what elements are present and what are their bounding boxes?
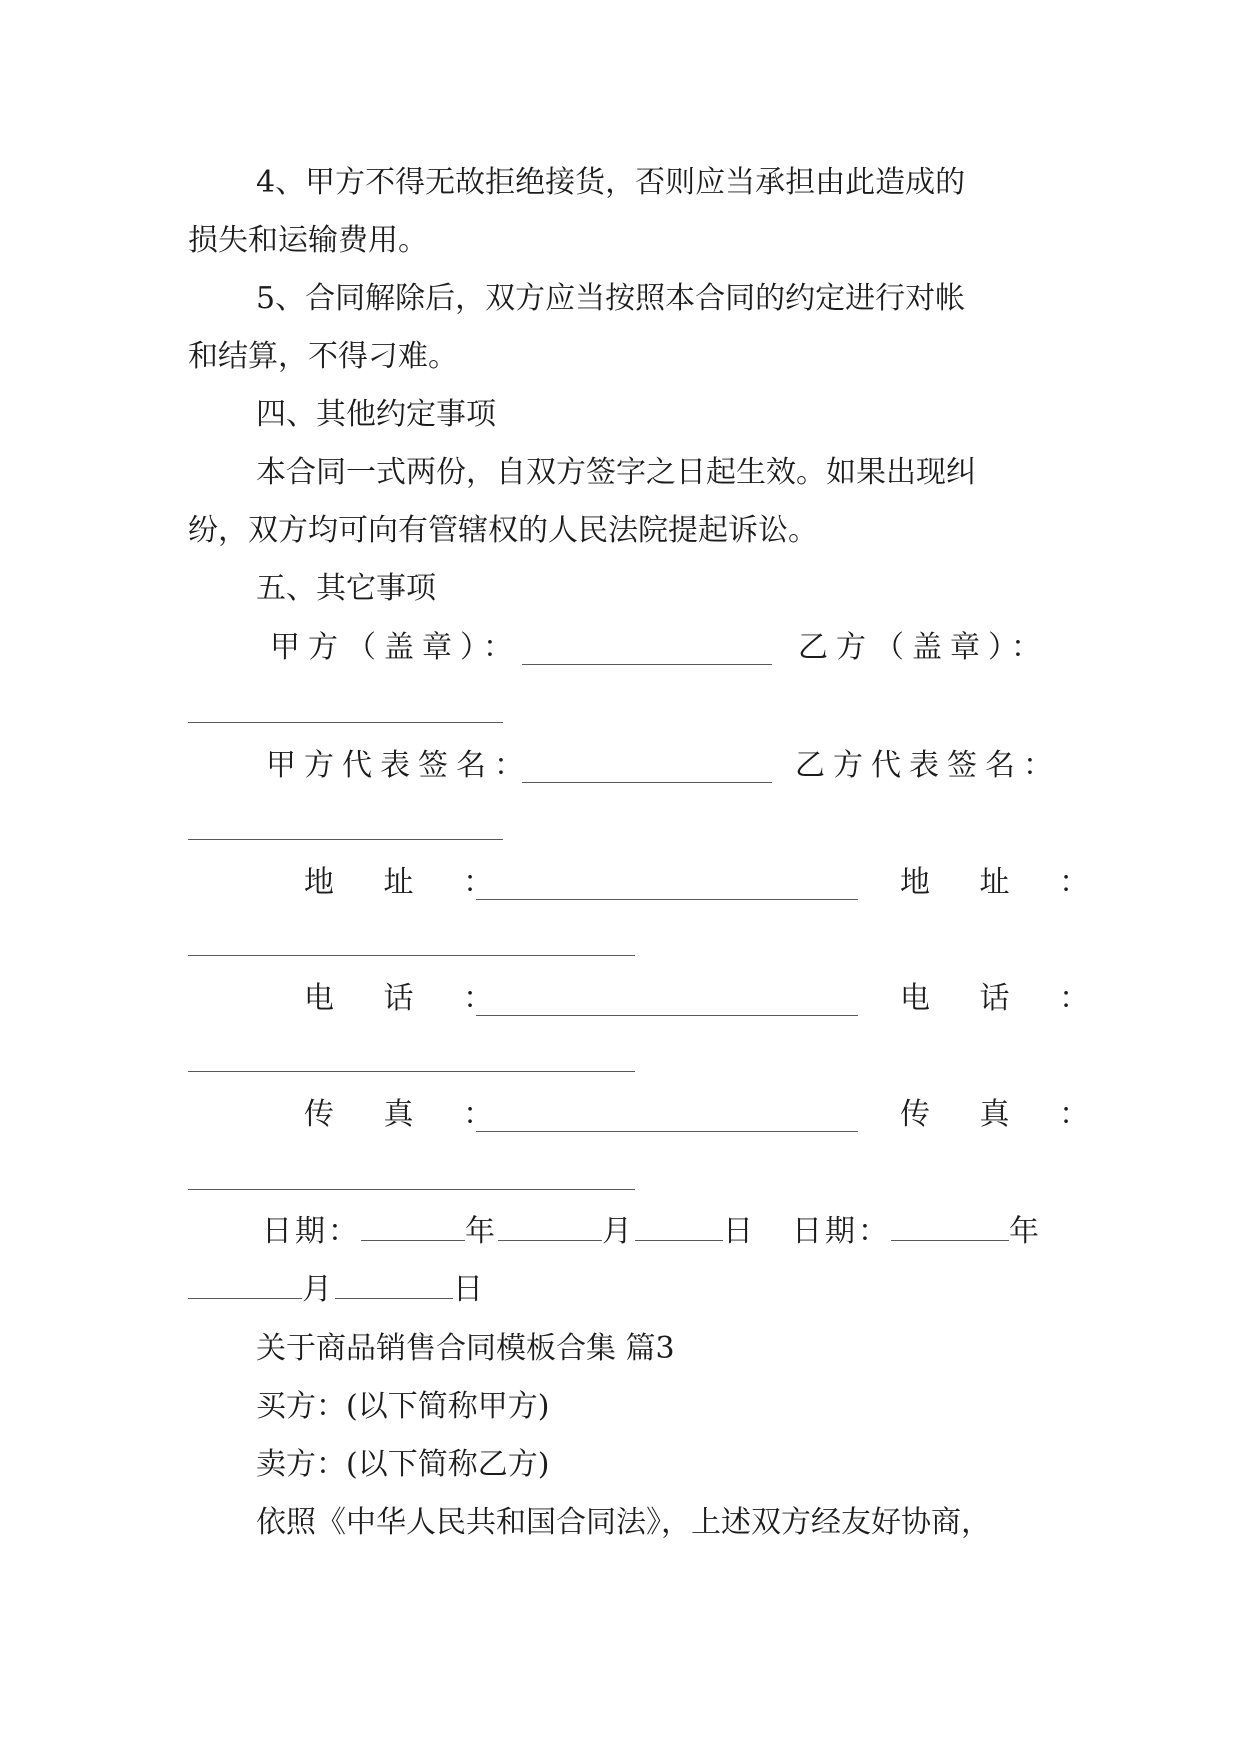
section-4-line-1: 本合同一式两份，自双方签字之日起生效。如果出现纠	[256, 455, 976, 490]
party-a-date-label: 日期：	[262, 1214, 361, 1249]
section-5-title: 五、其它事项	[256, 571, 436, 606]
party-a-month-blank	[498, 1206, 602, 1241]
party-a-address-label: 地 址 ：	[304, 865, 502, 900]
party-b-seal-blank	[188, 685, 503, 743]
party-a-day-label: 日	[723, 1214, 756, 1249]
party-b-rep-label: 乙方代表签名：	[795, 748, 1061, 783]
party-b-fax-label: 传 真 ：	[900, 1097, 1098, 1132]
next-section-title: 关于商品销售合同模板合集 篇3	[256, 1331, 675, 1366]
party-a-seal-blank	[522, 627, 772, 685]
party-a-fax-blank	[476, 1094, 858, 1152]
party-b-address-blank	[188, 918, 635, 976]
contract-intro-line: 依照《中华人民共和国合同法》，上述双方经友好协商，	[256, 1505, 991, 1540]
party-b-date-line-2	[188, 1261, 486, 1319]
party-a-year-blank	[361, 1206, 465, 1241]
party-a-seal-label: 甲方（盖章）：	[270, 630, 521, 665]
party-b-rep-blank	[188, 802, 503, 860]
party-b-day-blank	[335, 1264, 453, 1299]
clause-4-line-1: 4、甲方不得无故拒绝接货，否则应当承担由此造成的	[256, 165, 966, 200]
party-b-address-label: 地 址 ：	[900, 865, 1098, 900]
party-b-seal-label: 乙方（盖章）：	[798, 630, 1049, 665]
section-4-title: 四、其他约定事项	[256, 397, 496, 432]
party-b-phone-label: 电 话 ：	[900, 981, 1098, 1016]
seller-line: 卖方：(以下简称乙方)	[256, 1447, 550, 1482]
party-a-rep-label: 甲方代表签名：	[266, 748, 532, 783]
party-a-year-label: 年	[465, 1214, 498, 1249]
party-b-date-label: 日期：	[792, 1214, 891, 1249]
party-b-year-label: 年	[1009, 1214, 1042, 1249]
party-a-address-blank	[476, 862, 858, 920]
party-b-month-label: 月	[302, 1272, 335, 1307]
party-b-month-blank	[188, 1264, 302, 1299]
party-a-month-label: 月	[602, 1214, 635, 1249]
party-a-rep-blank	[522, 745, 772, 803]
party-a-phone-label: 电 话 ：	[304, 981, 502, 1016]
section-4-line-2: 纷，双方均可向有管辖权的人民法院提起诉讼。	[188, 513, 818, 548]
clause-5-line-1: 5、合同解除后，双方应当按照本合同的约定进行对帐	[256, 281, 966, 316]
party-b-fax-blank	[188, 1152, 635, 1210]
party-b-year-blank	[891, 1206, 1009, 1241]
party-b-day-label: 日	[453, 1272, 486, 1307]
party-b-date-line-1	[792, 1203, 1042, 1261]
party-a-day-blank	[635, 1206, 723, 1241]
buyer-line: 买方：(以下简称甲方)	[256, 1389, 550, 1424]
party-a-phone-blank	[476, 978, 858, 1036]
clause-5-line-2: 和结算，不得刁难。	[188, 339, 458, 374]
party-b-phone-blank	[188, 1034, 635, 1092]
clause-4-line-2: 损失和运输费用。	[188, 223, 428, 258]
party-a-fax-label: 传 真 ：	[304, 1097, 502, 1132]
party-a-date-line	[262, 1203, 756, 1261]
